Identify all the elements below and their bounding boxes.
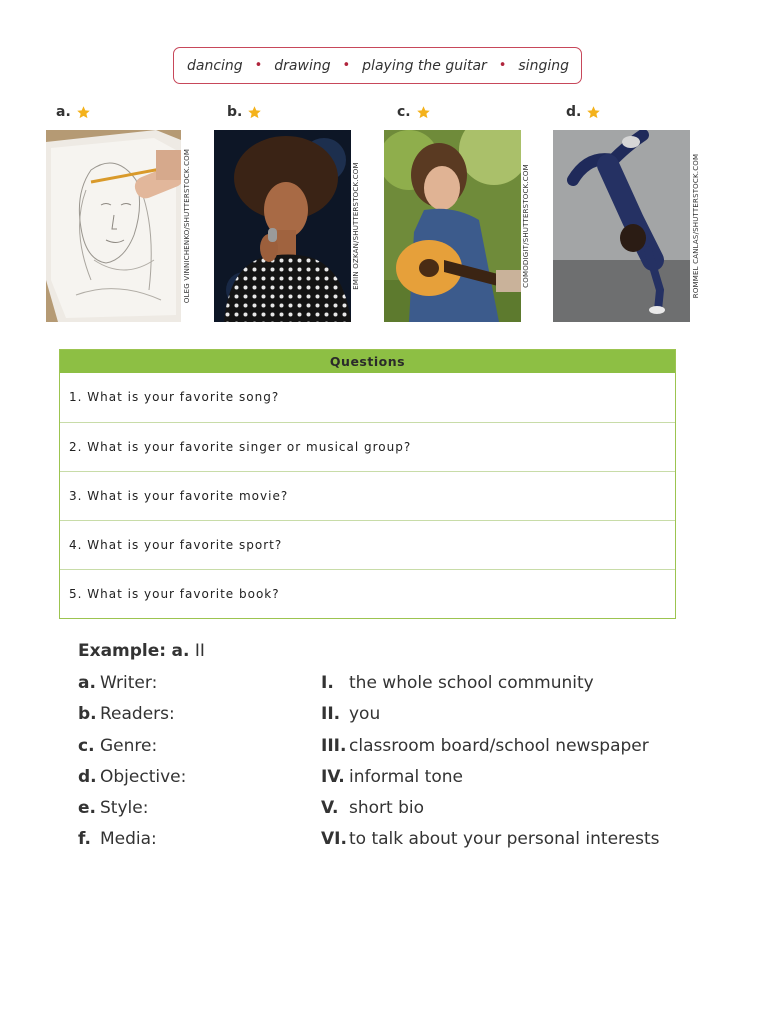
left-item bbox=[78, 704, 175, 724]
photo-dancing bbox=[553, 130, 690, 322]
right-item-text: to talk about your personal interests bbox=[349, 829, 660, 849]
star-icon bbox=[76, 105, 91, 120]
right-item bbox=[321, 736, 649, 756]
photo-singing bbox=[214, 130, 351, 322]
photo-drawing bbox=[46, 130, 181, 322]
right-item-key: II. bbox=[321, 704, 341, 724]
credit-text: ROMMEL CANLAS/SHUTTERSTOCK.COM bbox=[692, 153, 700, 299]
left-item-key: c. bbox=[78, 736, 95, 756]
separator-dot: • bbox=[342, 58, 351, 73]
left-item-key: f. bbox=[78, 829, 91, 849]
example-value: II bbox=[194, 641, 205, 661]
question-row: 5. What is your favorite book? bbox=[60, 569, 675, 618]
right-item-key: VI. bbox=[321, 829, 347, 849]
right-item-text: informal tone bbox=[349, 767, 463, 787]
photo-credit bbox=[522, 130, 530, 322]
left-item-key: b. bbox=[78, 704, 97, 724]
photo-credit bbox=[183, 130, 191, 322]
question-row: 1. What is your favorite song? bbox=[69, 390, 280, 404]
credit-text: EMIN OZKAN/SHUTTERSTOCK.COM bbox=[352, 162, 360, 290]
star-icon bbox=[247, 105, 262, 120]
questions-table bbox=[59, 349, 676, 619]
right-item-key: V. bbox=[321, 798, 339, 818]
photo-letter: c. bbox=[397, 104, 411, 120]
example-key: a. bbox=[171, 641, 190, 661]
separator-dot: • bbox=[254, 58, 263, 73]
right-item bbox=[321, 673, 594, 693]
photo-letter: d. bbox=[566, 104, 582, 120]
right-item-text: you bbox=[349, 704, 381, 724]
photo-credit bbox=[352, 130, 360, 322]
star-icon bbox=[416, 105, 431, 120]
photo-label-d bbox=[566, 104, 601, 120]
star-icon bbox=[586, 105, 601, 120]
questions-header: Questions bbox=[60, 350, 675, 373]
word-singing: singing bbox=[518, 57, 569, 74]
photo-guitar bbox=[384, 130, 521, 322]
left-item-text: Objective: bbox=[100, 767, 187, 787]
right-item-text: classroom board/school newspaper bbox=[349, 736, 649, 756]
right-item bbox=[321, 798, 424, 818]
right-item-text: short bio bbox=[349, 798, 425, 818]
word-dancing: dancing bbox=[187, 57, 243, 74]
right-item-key: I. bbox=[321, 673, 334, 693]
word-playing-guitar: playing the guitar bbox=[362, 57, 487, 74]
left-item-key: e. bbox=[78, 798, 96, 818]
photo-label-c bbox=[397, 104, 431, 120]
left-item bbox=[78, 767, 186, 787]
photo-letter: b. bbox=[227, 104, 243, 120]
left-item-key: a. bbox=[78, 673, 96, 693]
right-item bbox=[321, 704, 380, 724]
left-item-text: Genre: bbox=[100, 736, 158, 756]
photo-label-a bbox=[56, 104, 91, 120]
question-row: 3. What is your favorite movie? bbox=[60, 471, 675, 520]
left-item-text: Style: bbox=[100, 798, 149, 818]
right-item-text: the whole school community bbox=[349, 673, 594, 693]
right-item-key: IV. bbox=[321, 767, 345, 787]
left-item bbox=[78, 673, 157, 693]
credit-text: COMODIGIT/SHUTTERSTOCK.COM bbox=[522, 164, 530, 288]
right-item-key: III. bbox=[321, 736, 347, 756]
question-row: 4. What is your favorite sport? bbox=[60, 520, 675, 569]
photo-letter: a. bbox=[56, 104, 71, 120]
left-item bbox=[78, 736, 157, 756]
example-line bbox=[78, 641, 205, 661]
right-item bbox=[321, 829, 660, 849]
word-box bbox=[173, 47, 582, 84]
left-item-text: Media: bbox=[100, 829, 157, 849]
right-item bbox=[321, 767, 463, 787]
photo-label-b bbox=[227, 104, 262, 120]
separator-dot: • bbox=[498, 58, 507, 73]
word-drawing: drawing bbox=[274, 57, 331, 74]
left-item bbox=[78, 829, 157, 849]
left-item-text: Writer: bbox=[100, 673, 158, 693]
credit-text: OLEG VINNICHENKO/SHUTTERSTOCK.COM bbox=[183, 148, 191, 304]
left-item bbox=[78, 798, 148, 818]
left-item-key: d. bbox=[78, 767, 97, 787]
left-item-text: Readers: bbox=[100, 704, 175, 724]
example-label: Example: bbox=[78, 641, 167, 661]
question-row: 2. What is your favorite singer or musical group? bbox=[60, 422, 675, 471]
photo-credit bbox=[692, 130, 700, 322]
